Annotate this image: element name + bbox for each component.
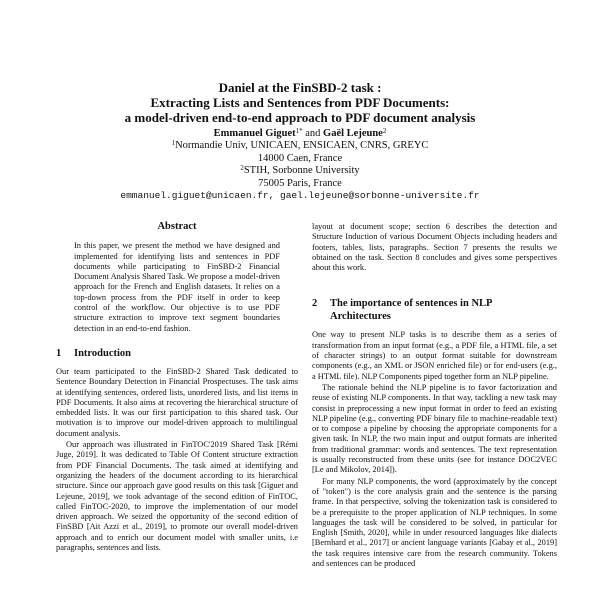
abstract-heading: Abstract: [157, 221, 197, 232]
author-block: [0, 128, 600, 202]
paragraph: Our team participated to the FinSBD-2 Shared Task dedicated to Sentence Boundary Detection in Financial Prospectuses. The task aims at identifying sentences, ordered lists, unordered lists, and list items in PDF Documents. It also aims at recovering the hierarchical structure of embedded lists. It was our first participation to this shared task. Our motivation is to improve our model-driven approach to multilingual document analysis.: [56, 366, 298, 438]
author-conjunction: and: [305, 128, 321, 139]
paper-title: [0, 80, 600, 125]
affiliation-text: 75005 Paris, France: [258, 177, 342, 189]
title-line: a model-driven end-to-end approach to PDF document analysis: [124, 110, 476, 125]
left-column: [56, 222, 298, 553]
affiliation-line: [0, 153, 600, 165]
affiliation-line: [0, 178, 600, 190]
right-column: [312, 222, 557, 569]
affiliation-text: STIH, Sorbonne University: [243, 165, 360, 177]
affiliation-superscript: 2: [240, 164, 244, 173]
affiliation-text: Normandie Univ, UNICAEN, ENSICAEN, CNRS, GREYC: [175, 140, 429, 152]
title-line: Extracting Lists and Sentences from PDF Documents:: [150, 95, 450, 110]
author-emails: emmanuel.giguet@unicaen.fr, gael.lejeune@sorbonne-universite.fr: [120, 190, 480, 202]
affiliation-line: [0, 140, 600, 152]
author-name: Gaël Lejeune: [323, 128, 383, 139]
section-heading: [312, 297, 557, 323]
section-heading: [56, 347, 298, 360]
section-title: Introduction: [74, 347, 131, 359]
author-name: Emmanuel Giguet: [213, 128, 296, 139]
paragraph: One way to present NLP tasks is to describe them as a series of transformation from an input format (e.g., a PDF file, a HTML file, a set of character strings) to an output format suitable for downstream components (e.g., an XML or JSON enriched file) or for end-users (e.g., a HTML file). NLP Components piped together form an NLP pipeline.: [312, 330, 557, 381]
section-title-line: Architectures: [330, 311, 391, 323]
paragraph: For many NLP components, the word (approximately by the concept of "token") is the core analysis grain and the sentence is the parsing frame. In that perspective, solving the tokenization task is considered to be a prerequisite to the proper application of NLP techniques. In some languages the task will be considered to be solved, in particular for English [Smith, 2020], while in under resourced languages like dialects [Bernhard et al., 2017] or ancient language variants [Gabay et al., 2019] the task requires intensive care from the research community. Tokens and sentences can be produced: [312, 476, 557, 569]
author-superscript: 2: [382, 127, 387, 135]
paragraph: The rationale behind the NLP pipeline is to favor factorization and reuse of existing NLP components. In that way, tackling a new task may consist in preprocessing a new input format in order to feed an existing NLP pipeline (e.g., converting PDF binary file to machine-readable text) or to compose a pipeline by choosing the appropriate components for a given task. In NLP, the two main input and output formats are inherited from traditional grammar: words and sentences. The text representation is usually reconstructed from these units (see for instance DOC2VEC [Le and Mikolov, 2014]).: [312, 382, 557, 475]
section-title-line: The importance of sentences in NLP: [330, 298, 493, 310]
affiliation-superscript: 1: [171, 139, 176, 148]
affiliation-text: 14000 Caen, France: [257, 152, 343, 164]
section-title: [330, 297, 492, 323]
section-number: 1: [56, 347, 62, 359]
paragraph: layout at document scope; section 6 describes the detection and Structure Induction of various Document Objects including headers and footers, tables, lists, paragraphs. Section 7 presents the results we obtained on the task. Section 8 concludes and gives some perspectives about this work.: [312, 222, 557, 273]
title-line: Daniel at the FinSBD-2 task :: [218, 80, 382, 95]
author-names: [0, 128, 600, 140]
paragraph: Our approach was illustrated in FinTOC'2019 Shared Task [Rémi Juge, 2019]. It was dedicated to Table Of Content structure extraction from PDF Financial Documents. The task aimed at identifying and organizing the headers of the document according to its hierarchical structure. Since our approach gave good results on this task [Giguet and Lejeune, 2019], we took advantage of the second edition of FinTOC, called FinTOC-2020, to improve the implementation of our model driven approach. We seized the opportunity of the second edition of FinSBD [Ait Azzi et al., 2019], to promote our overall model-driven approach and to enrich our document model with smaller units, i.e paragraphs, sentences and lists.: [56, 440, 298, 553]
abstract-text: In this paper, we present the method we have designed and implemented for identifying lists and sentences in PDF documents while participating to FinSBD-2 Financial Document Analysis Shared Task. We propose a model-driven approach for the French and English datasets. It relies on a top-down process from the PDF itself in order to keep control of the workflow. Our objective is to use PDF structure extraction to improve text segment boundaries detection in an end-to-end fashion.: [74, 241, 280, 333]
affiliation-line: [0, 165, 600, 177]
section-number: 2: [312, 298, 318, 310]
author-superscript: 1*: [295, 127, 303, 135]
